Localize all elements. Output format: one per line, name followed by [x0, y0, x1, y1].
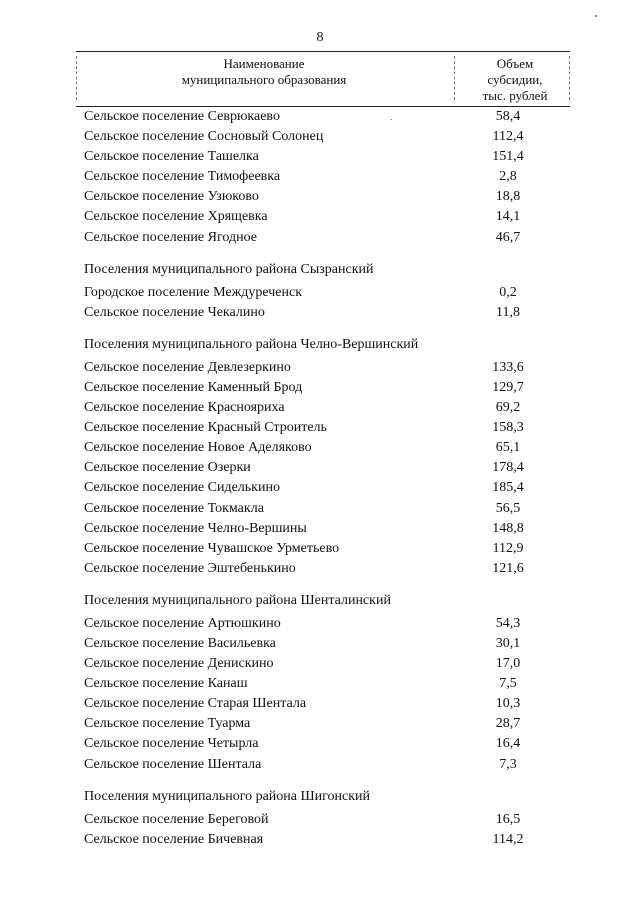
header-name-column: [76, 56, 452, 88]
table-row: [84, 127, 564, 147]
row-name: Сельское поселение Тимофеевка: [84, 169, 281, 185]
table-row: [84, 519, 564, 539]
group-heading-shigonsky: Поселения муниципального района Шигонский: [84, 788, 371, 804]
row-name: Сельское поселение Девлезеркино: [84, 359, 291, 375]
table-row: [84, 438, 564, 458]
group-heading-shentalinsky: Поселения муниципального района Шенталинский: [84, 592, 391, 608]
row-name: Сельское поселение Хрящевка: [84, 209, 268, 225]
row-value: 121,6: [492, 560, 524, 576]
row-value: 7,5: [499, 676, 517, 692]
header-volume-column: [460, 56, 570, 104]
row-name: Сельское поселение Ташелка: [84, 149, 259, 165]
table-row: [84, 539, 564, 559]
table-row: [84, 378, 564, 398]
row-name: Сельское поселение Токмакла: [84, 500, 264, 516]
row-name: Сельское поселение Чувашское Урметьево: [84, 540, 340, 556]
header-name-line1: Наименование: [223, 56, 305, 71]
table-row: [84, 147, 564, 167]
row-value: 112,4: [492, 129, 524, 145]
row-value: 30,1: [495, 635, 521, 651]
row-name: Городское поселение Междуреченск: [84, 284, 303, 300]
table-row: [84, 810, 564, 830]
row-value: 54,3: [495, 615, 521, 631]
row-value: 114,2: [492, 831, 524, 847]
page-number: 8: [316, 30, 324, 45]
row-name: Сельское поселение Канаш: [84, 676, 248, 692]
group-heading-chelno-vershinsky: Поселения муниципального района Челно-Вершинский: [84, 336, 419, 352]
table-row: [84, 734, 564, 754]
row-value: 178,4: [492, 460, 524, 476]
row-value: 0,2: [499, 284, 517, 300]
row-value: 112,9: [492, 540, 524, 556]
table-row: [84, 207, 564, 227]
table-row: [84, 634, 564, 654]
table-row: [84, 614, 564, 634]
row-name: Сельское поселение Севрюкаево: [84, 109, 280, 124]
row-value: 7,3: [499, 756, 517, 772]
table-row: [84, 714, 564, 734]
row-name: Сельское поселение Сиделькино: [84, 480, 280, 496]
column-divider: [454, 56, 455, 100]
row-value: 10,3: [495, 696, 521, 712]
row-name: Сельское поселение Васильевка: [84, 635, 276, 651]
group-heading-syzran: Поселения муниципального района Сызранский: [84, 261, 374, 277]
row-value: 148,8: [492, 520, 524, 536]
row-name: Сельское поселение Шентала: [84, 756, 262, 772]
table-row: [84, 478, 564, 498]
row-value: 17,0: [495, 656, 521, 672]
row-value: 2,8: [499, 169, 517, 185]
row-value: 69,2: [495, 400, 521, 416]
row-name: Сельское поселение Береговой: [84, 811, 269, 827]
row-value: 18,8: [495, 189, 521, 205]
table-row: [84, 694, 564, 714]
row-name: Сельское поселение Артюшкино: [84, 615, 281, 631]
table-row: [84, 283, 564, 303]
table-header: [76, 51, 570, 107]
header-volume-line1: Объем: [496, 56, 534, 71]
table-row: [84, 830, 564, 850]
table-row: [84, 458, 564, 478]
row-value: 46,7: [495, 229, 521, 245]
row-name: Сельское поселение Туарма: [84, 716, 251, 732]
row-value: 65,1: [495, 440, 521, 456]
row-name: Сельское поселение Озерки: [84, 460, 251, 476]
row-value: 14,1: [495, 209, 521, 225]
row-value: 16,4: [495, 736, 521, 752]
table-body: [84, 107, 564, 850]
row-name: Сельское поселение Каменный Брод: [84, 379, 303, 395]
row-name: Сельское поселение Красный Строитель: [84, 420, 327, 436]
table-row: [84, 559, 564, 579]
table-row: [84, 303, 564, 323]
row-name: Сельское поселение Ягодное: [84, 229, 257, 245]
row-value: 185,4: [492, 480, 524, 496]
row-name: Сельское поселение Эштебенькино: [84, 560, 296, 576]
table-row: [84, 418, 564, 438]
table-row: [84, 674, 564, 694]
row-value: 129,7: [492, 379, 524, 395]
table-row: [84, 358, 564, 378]
row-name: Сельское поселение Узюково: [84, 189, 259, 205]
row-name: Сельское поселение Новое Аделяково: [84, 440, 312, 456]
table-row: [84, 499, 564, 519]
row-name: Сельское поселение Краснояриха: [84, 400, 285, 416]
row-value: 56,5: [495, 500, 521, 516]
table-row: [84, 755, 564, 775]
row-name: Сельское поселение Сосновый Солонец: [84, 129, 324, 145]
table-row: [84, 228, 564, 248]
table-row: [84, 398, 564, 418]
row-value: 133,6: [492, 359, 524, 375]
header-volume-line2: субсидии,: [487, 72, 543, 87]
row-value: 28,7: [495, 716, 521, 732]
table-row: [84, 167, 564, 187]
table-row: [84, 107, 564, 127]
header-volume-line3: тыс. рублей: [482, 88, 548, 103]
scan-speck: [595, 15, 597, 17]
row-name: Сельское поселение Бичевная: [84, 831, 264, 847]
scan-speck: [391, 119, 392, 120]
row-name: Сельское поселение Челно-Вершины: [84, 520, 307, 536]
table-row: [84, 654, 564, 674]
row-name: Сельское поселение Старая Шентала: [84, 696, 307, 712]
row-value: 58,4: [495, 109, 521, 124]
row-name: Сельское поселение Денискино: [84, 656, 274, 672]
row-value: 151,4: [492, 149, 524, 165]
header-name-line2: муниципального образования: [181, 72, 347, 87]
row-value: 16,5: [495, 811, 521, 827]
table-row: [84, 187, 564, 207]
row-value: 11,8: [496, 304, 520, 320]
row-name: Сельское поселение Чекалино: [84, 304, 265, 320]
row-value: 158,3: [492, 420, 524, 436]
row-name: Сельское поселение Четырла: [84, 736, 259, 752]
